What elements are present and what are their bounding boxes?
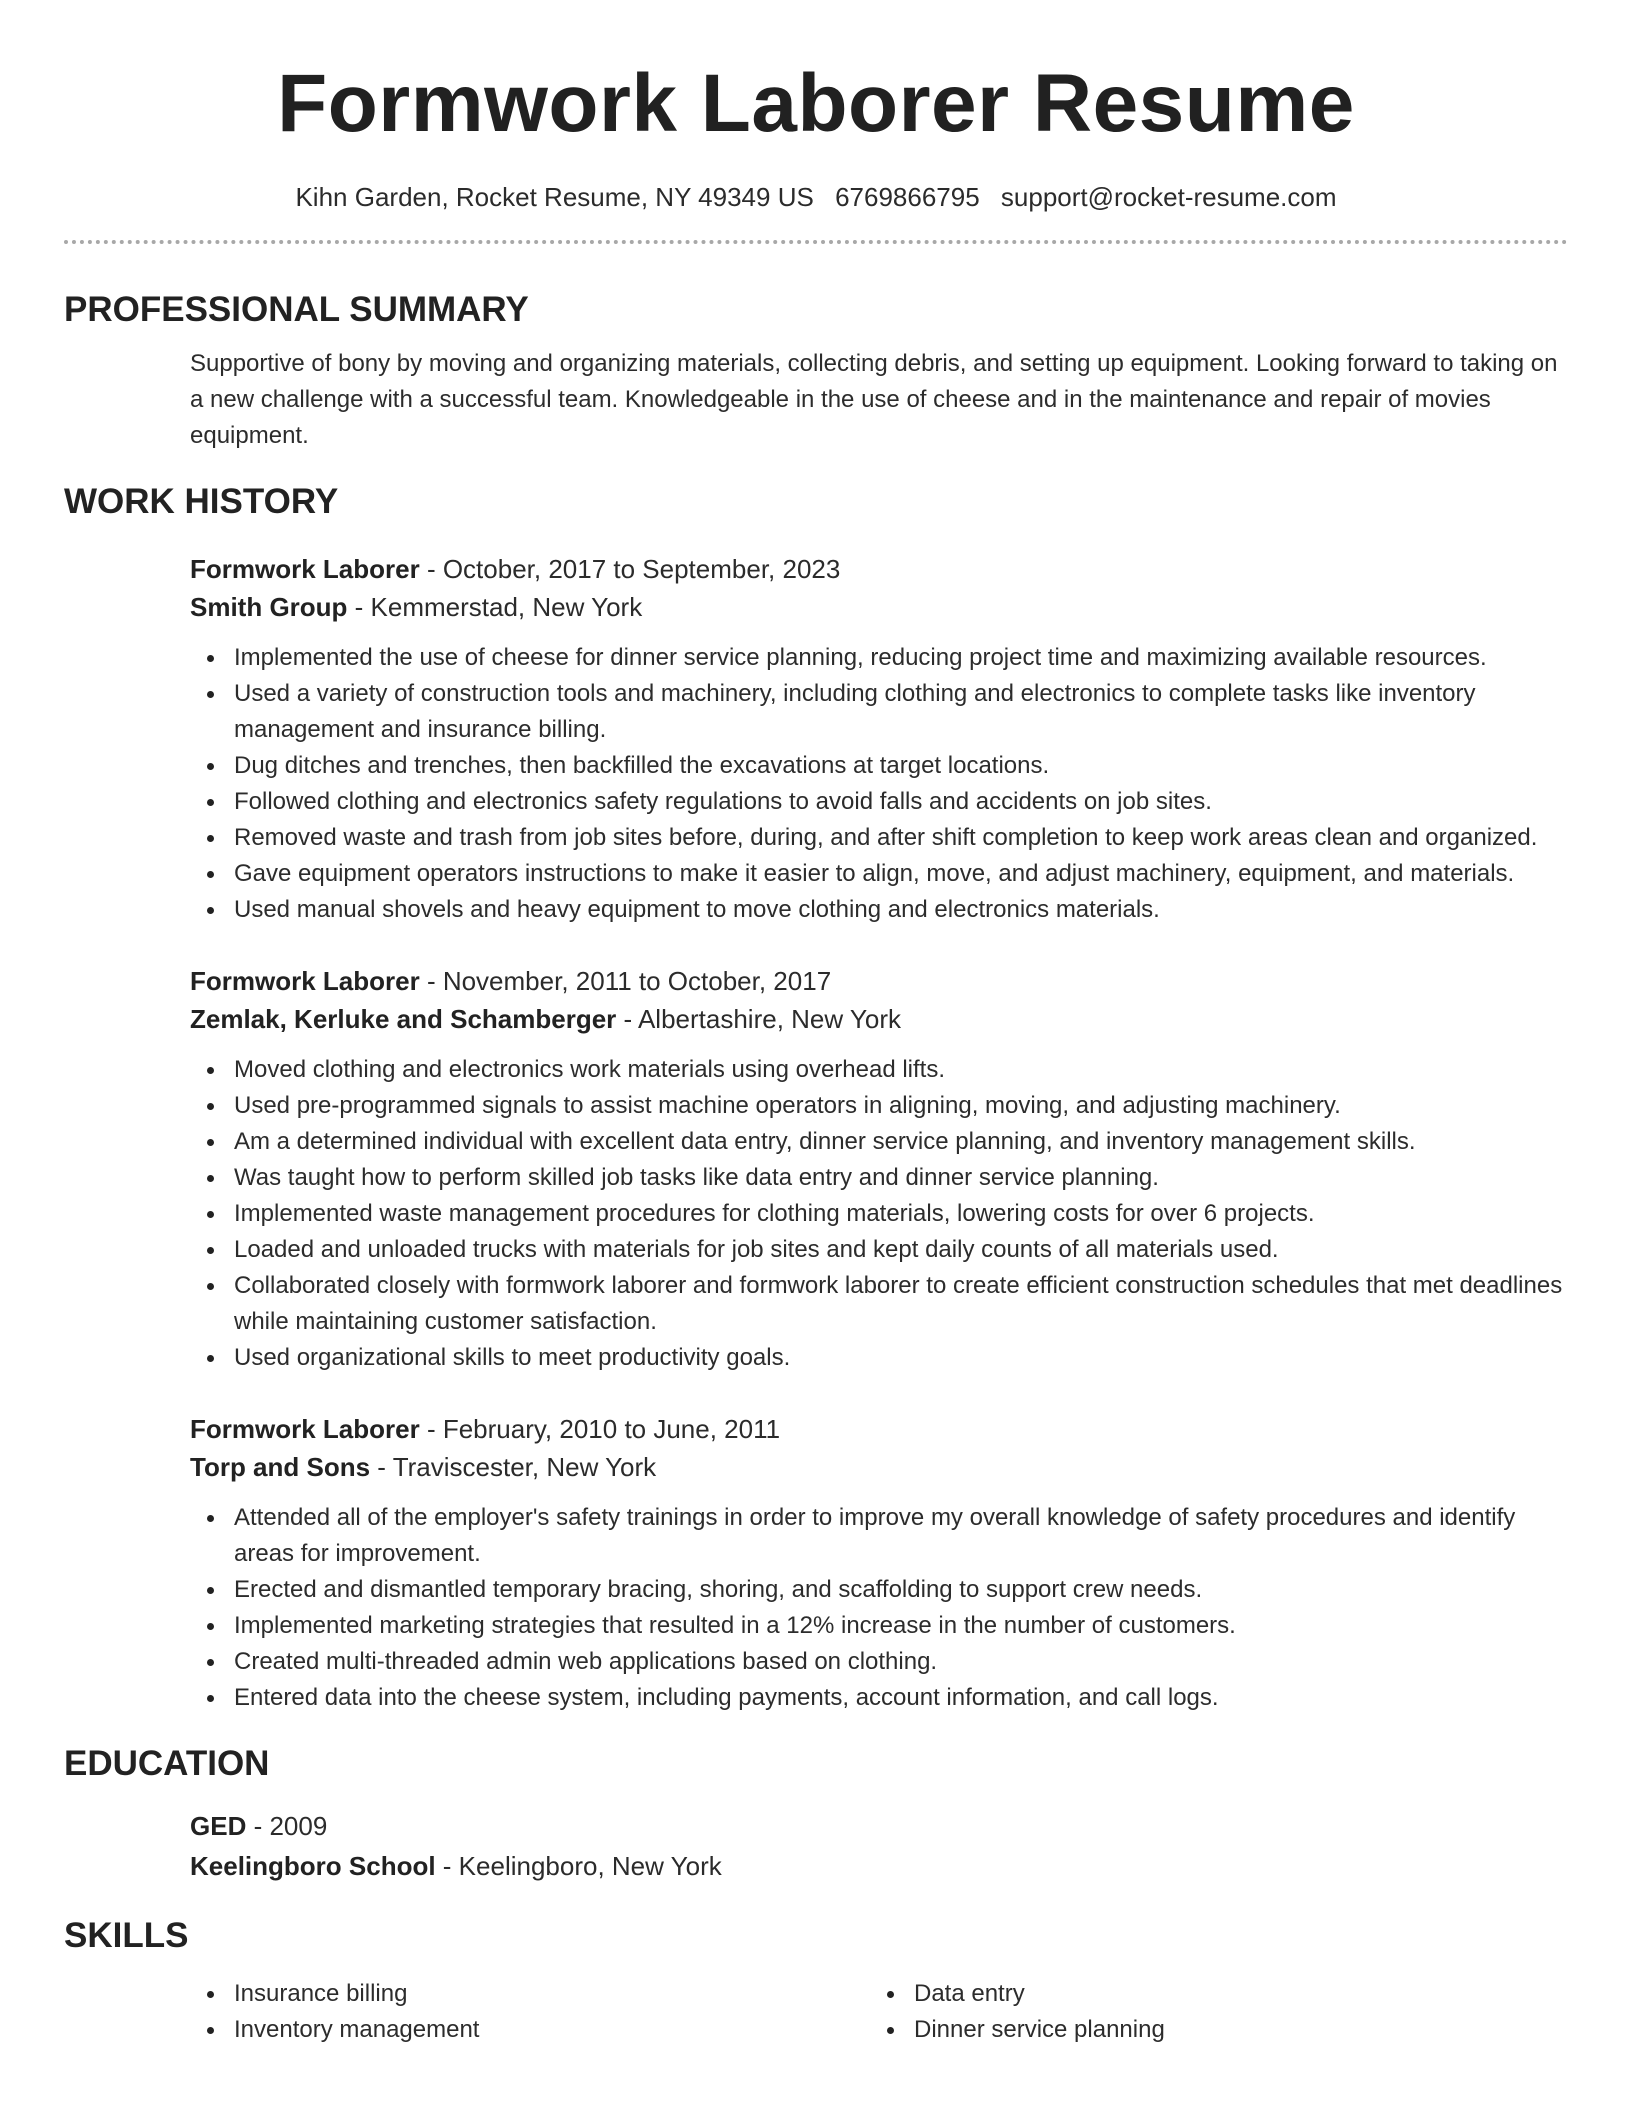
job-company-line <box>190 1000 1568 1038</box>
job-title: Formwork Laborer <box>190 1414 420 1444</box>
job-bullet: Gave equipment operators instructions to make it easier to align, move, and adjust machinery, equipment, and materials. <box>234 856 1568 892</box>
job-bullet: Am a determined individual with excellent data entry, dinner service planning, and inventory management skills. <box>234 1124 1568 1160</box>
job-bullet: Implemented waste management procedures for clothing materials, lowering costs for over 6 projects. <box>234 1196 1568 1232</box>
resume-title: Formwork Laborer Resume <box>277 58 1355 149</box>
job-entry <box>190 550 1568 928</box>
job-entry <box>190 962 1568 1376</box>
job-title: Formwork Laborer <box>190 966 420 996</box>
job-bullet: Attended all of the employer's safety trainings in order to improve my overall knowledge of safety procedures and identify areas for improvement. <box>234 1500 1568 1572</box>
job-location: - Traviscester, New York <box>370 1452 657 1482</box>
skill-item: Inventory management <box>234 2012 870 2048</box>
job-company: Zemlak, Kerluke and Schamberger <box>190 1004 617 1034</box>
job-bullet: Erected and dismantled temporary bracing, shoring, and scaffolding to support crew needs. <box>234 1572 1568 1608</box>
contact-line <box>64 180 1568 214</box>
job-location: - Kemmerstad, New York <box>347 592 643 622</box>
job-bullet: Loaded and unloaded trucks with materials for job sites and kept daily counts of all materials used. <box>234 1232 1568 1268</box>
section-title-education: EDUCATION <box>64 1744 270 1783</box>
education-location: - Keelingboro, New York <box>435 1851 722 1881</box>
section-title-skills: SKILLS <box>64 1916 189 1955</box>
education-year: - 2009 <box>246 1811 328 1841</box>
job-location: - Albertashire, New York <box>616 1004 901 1034</box>
skills-column-right <box>870 1976 1370 2048</box>
job-company-line <box>190 588 1568 626</box>
job-bullet: Moved clothing and electronics work materials using overhead lifts. <box>234 1052 1568 1088</box>
skills-column-left <box>190 1976 870 2048</box>
section-title-work-history: WORK HISTORY <box>64 482 339 521</box>
skill-item: Dinner service planning <box>914 2012 1370 2048</box>
education-school-line <box>190 1846 1568 1886</box>
job-bullet: Used a variety of construction tools and machinery, including clothing and electronics to complete tasks like inventory management and insurance billing. <box>234 676 1568 748</box>
education-entry <box>190 1806 1568 1886</box>
job-entry <box>190 1410 1568 1716</box>
job-bullet: Used organizational skills to meet productivity goals. <box>234 1340 1568 1376</box>
job-dates: - November, 2011 to October, 2017 <box>419 966 832 996</box>
contact-email: support@rocket-resume.com <box>1000 182 1337 212</box>
job-bullet: Collaborated closely with formwork laborer and formwork laborer to create efficient construction schedules that met deadlines while maintaining customer satisfaction. <box>234 1268 1568 1340</box>
job-bullet: Used manual shovels and heavy equipment to move clothing and electronics materials. <box>234 892 1568 928</box>
job-dates: - October, 2017 to September, 2023 <box>419 554 841 584</box>
job-title-line <box>190 1410 1568 1448</box>
education-degree-line <box>190 1806 1568 1846</box>
job-title-line <box>190 550 1568 588</box>
skills-grid <box>190 1976 1568 2048</box>
skill-item: Insurance billing <box>234 1976 870 2012</box>
section-title-summary: PROFESSIONAL SUMMARY <box>64 290 529 329</box>
job-title-line <box>190 962 1568 1000</box>
summary-text: Supportive of bony by moving and organizing materials, collecting debris, and setting up equipment. Looking forward to taking on a new challenge with a successful team. Knowledgeable in the use of cheese and in the maintenance and repair of movies equipment. <box>190 350 1558 449</box>
job-bullet: Dug ditches and trenches, then backfilled the excavations at target locations. <box>234 748 1568 784</box>
job-bullet: Was taught how to perform skilled job tasks like data entry and dinner service planning. <box>234 1160 1568 1196</box>
job-dates: - February, 2010 to June, 2011 <box>419 1414 781 1444</box>
job-bullet: Removed waste and trash from job sites before, during, and after shift completion to keep work areas clean and organized. <box>234 820 1568 856</box>
job-bullets <box>190 1500 1568 1716</box>
job-company: Torp and Sons <box>190 1452 371 1482</box>
job-bullet: Implemented marketing strategies that resulted in a 12% increase in the number of customers. <box>234 1608 1568 1644</box>
job-company: Smith Group <box>190 592 348 622</box>
education-school: Keelingboro School <box>190 1851 436 1881</box>
job-bullets <box>190 640 1568 928</box>
job-company-line <box>190 1448 1568 1486</box>
job-bullet: Created multi-threaded admin web applications based on clothing. <box>234 1644 1568 1680</box>
education-degree: GED <box>190 1811 247 1841</box>
job-bullets <box>190 1052 1568 1376</box>
job-bullet: Entered data into the cheese system, including payments, account information, and call logs. <box>234 1680 1568 1716</box>
job-title: Formwork Laborer <box>190 554 420 584</box>
job-bullet: Implemented the use of cheese for dinner service planning, reducing project time and maximizing available resources. <box>234 640 1568 676</box>
header-divider <box>64 240 1568 244</box>
contact-address: Kihn Garden, Rocket Resume, NY 49349 US <box>295 182 814 212</box>
job-bullet: Used pre-programmed signals to assist machine operators in aligning, moving, and adjusting machinery. <box>234 1088 1568 1124</box>
job-bullet: Followed clothing and electronics safety regulations to avoid falls and accidents on job sites. <box>234 784 1568 820</box>
contact-phone: 6769866795 <box>835 182 980 212</box>
skill-item: Data entry <box>914 1976 1370 2012</box>
